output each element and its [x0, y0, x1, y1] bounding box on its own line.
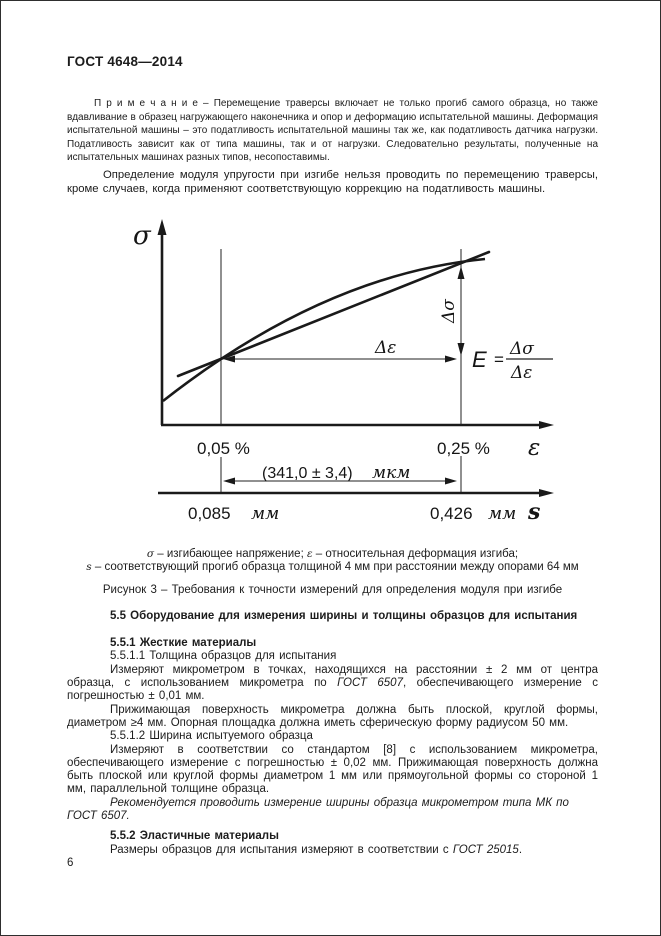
paragraph-text: , обеспечивающего измерение с погрешностью ± 0,01 мм.: [67, 677, 598, 703]
intro-paragraph: Определение модуля упругости при изгибе нельзя проводить по перемещению траверсы, кроме случаев, когда применяют соответствующую коррекцию на податливость машины.: [67, 169, 598, 195]
legend-eps-symbol: ε: [306, 548, 313, 560]
delta-sigma-arrow-down: [458, 343, 465, 356]
s-high-unit: мм: [488, 504, 517, 524]
delta-eps-arrow-right: [445, 356, 457, 363]
doc-number: ГОСТ 4648—2014: [67, 54, 183, 69]
lower-text-block: [67, 548, 598, 857]
legend-sigma-text: – изгибающее напряжение;: [154, 548, 307, 560]
s-axis-label: s: [528, 499, 541, 525]
legend-eps-text: – относительная деформация изгиба;: [312, 548, 519, 560]
paragraph-5-5-1-1-a: [67, 664, 598, 704]
heading-5-5-2: 5.5.2 Эластичные материалы: [110, 830, 279, 843]
formula-numerator: Δσ: [510, 339, 534, 359]
span-arrow-right: [445, 478, 457, 485]
s-high-value: 0,426: [430, 504, 473, 523]
span-value-label: (341,0 ± 3,4): [262, 465, 353, 482]
page-number: 6: [67, 857, 74, 869]
paragraph-5-5-1-1-b: Прижимающая поверхность микрометра должна быть плоской, круглой формы, диаметром ≥4 мм. Опорная площадка должна иметь сферическую форму радиусом 50 мм.: [67, 703, 598, 729]
paragraph-text: .: [518, 843, 523, 856]
formula-eq: =: [494, 350, 504, 369]
s-low-value: 0,085: [188, 504, 231, 523]
legend-sigma-symbol: σ: [146, 548, 155, 560]
note-paragraph: П р и м е ч а н и е – Перемещение траверсы включает не только прогиб самого образца, но также вдавливание в образец нагружающего наконечника и опор и деформацию испытательной машины. Деформация испытательной машины – это податливость испытательной машины так же, как податливость датчика нагрузки. Податливость зависит как от типа машины, так и от нагрузки. Следовательно результаты, полученные на испытательных машинах разных типов, несопоставимы.: [67, 98, 598, 164]
s-axis-arrow: [539, 489, 554, 497]
span-arrow-left: [223, 478, 235, 485]
heading-5-5-1-2: 5.5.1.2 Ширина испытуемого образца: [110, 730, 313, 743]
paragraph-5-5-1-2: Измеряют в соответствии со стандартом [8] с использованием микрометра, обеспечивающего измерение с погрешностью ± 0,02 мм. Прижимающая поверхность должна быть плоской или круглой формы диаметром 1 мм или прямоугольной формы со стороной 1 мм, параллельной толщине образца.: [67, 743, 598, 796]
delta-eps-label: Δε: [375, 338, 397, 358]
figure-3-diagram: [1, 216, 661, 534]
recommendation-paragraph: Рекомендуется проводить измерение ширины образца микрометром типа МК по ГОСТ 6507.: [67, 796, 569, 823]
figure-legend-line-1: [67, 548, 598, 561]
formula-E: E: [472, 347, 487, 372]
heading-5-5: 5.5 Оборудование для измерения ширины и толщины образцов для испытания: [110, 609, 578, 622]
heading-5-5-1: 5.5.1 Жесткие материалы: [110, 637, 257, 650]
paragraph-text: Размеры образцов для испытания измеряют в соответствии с: [110, 843, 453, 856]
epsilon-axis-arrow: [539, 421, 554, 429]
formula-denominator: Δε: [511, 363, 533, 383]
gost-25015-reference: ГОСТ 25015: [452, 843, 519, 856]
span-unit-label: мкм: [372, 463, 411, 483]
legend-s-text: – соответствующий прогиб образца толщиной 4 мм при расстоянии между опорами 64 мм: [91, 561, 579, 574]
sigma-axis-label: σ: [133, 221, 151, 251]
gost-6507-reference: ГОСТ 6507: [337, 677, 403, 690]
heading-5-5-1-1: 5.5.1.1 Толщина образцов для испытания: [110, 650, 337, 663]
stress-strain-curve: [163, 259, 485, 401]
sigma-axis-arrow: [158, 219, 167, 235]
paragraph-5-5-2: [67, 844, 598, 857]
s-low-unit: мм: [251, 504, 280, 524]
figure-legend-line-2: [67, 561, 598, 574]
delta-sigma-label: Δσ: [439, 299, 459, 323]
figure-caption: Рисунок 3 – Требования к точности измерений для определения модуля при изгибе: [102, 583, 563, 596]
delta-sigma-arrow-up: [458, 266, 465, 279]
epsilon-axis-label: ε: [528, 435, 541, 461]
legend-s-symbol: s: [86, 561, 92, 574]
pct-high-label: 0,25 %: [437, 439, 490, 458]
pct-low-label: 0,05 %: [197, 439, 250, 458]
paragraph-text: Измеряют микрометром в точках, находящихся на расстоянии ± 2 мм от центра образца, с использованием микрометра по: [67, 663, 598, 690]
